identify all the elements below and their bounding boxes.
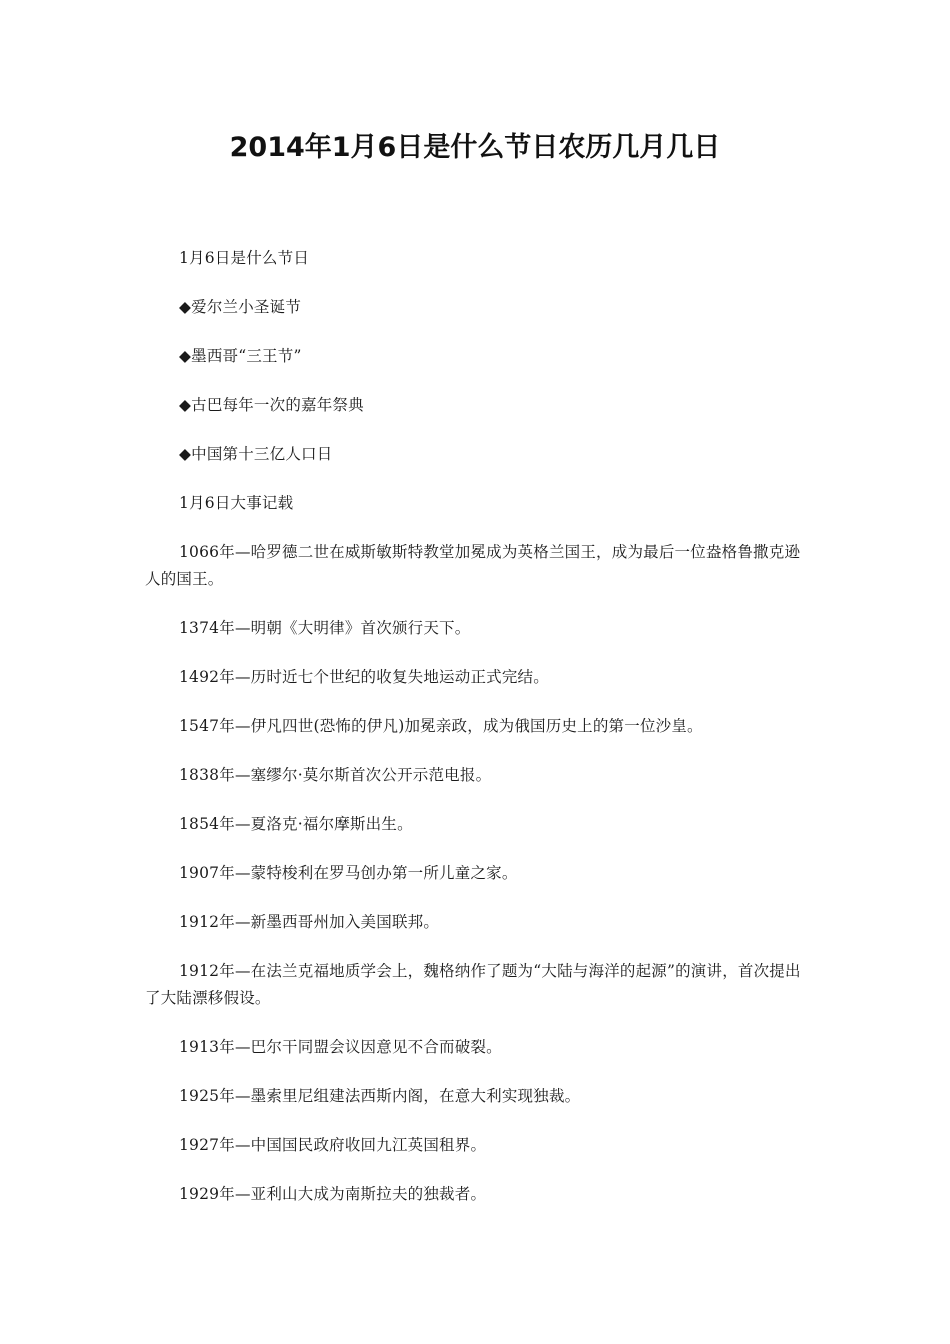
paragraph-event: 1912年—在法兰克福地质学会上，魏格纳作了题为“大陆与海洋的起源”的演讲，首次提出了大陆漂移假设。: [145, 962, 801, 1007]
paragraph-event: 1854年—夏洛克·福尔摩斯出生。: [179, 815, 413, 833]
paragraph-event: 1927年—中国国民政府收回九江英国租界。: [179, 1136, 487, 1154]
paragraph-festival-heading: 1月6日是什么节日: [179, 249, 310, 267]
paragraph-event: 1374年—明朝《大明律》首次颁行天下。: [179, 619, 471, 637]
paragraph-events-heading: 1月6日大事记载: [179, 494, 294, 512]
document-title: 2014年1月6日是什么节日农历几月几日: [229, 132, 721, 163]
paragraph-festival-item: ◆中国第十三亿人口日: [179, 445, 333, 463]
paragraph-festival-item: ◆墨西哥“三王节”: [179, 347, 302, 365]
paragraph-event: 1912年—新墨西哥州加入美国联邦。: [179, 913, 440, 931]
document-body: [145, 245, 810, 1230]
paragraph-event: 1907年—蒙特梭利在罗马创办第一所儿童之家。: [179, 864, 518, 882]
paragraph-event: 1925年—墨索里尼组建法西斯内阁，在意大利实现独裁。: [179, 1087, 581, 1105]
paragraph-event: 1838年—塞缪尔·莫尔斯首次公开示范电报。: [179, 766, 492, 784]
paragraph-festival-item: ◆古巴每年一次的嘉年祭典: [179, 396, 364, 414]
paragraph-event: 1492年—历时近七个世纪的收复失地运动正式完结。: [179, 668, 549, 686]
paragraph-event: 1066年—哈罗德二世在威斯敏斯特教堂加冕成为英格兰国王，成为最后一位盎格鲁撒克逊人的国王。: [145, 543, 801, 588]
paragraph-event: 1929年—亚利山大成为南斯拉夫的独裁者。: [179, 1185, 487, 1203]
paragraph-event: 1547年—伊凡四世(恐怖的伊凡)加冕亲政，成为俄国历史上的第一位沙皇。: [179, 717, 703, 735]
paragraph-event: 1913年—巴尔干同盟会议因意见不合而破裂。: [179, 1038, 502, 1056]
paragraph-festival-item: ◆爱尔兰小圣诞节: [179, 298, 302, 316]
